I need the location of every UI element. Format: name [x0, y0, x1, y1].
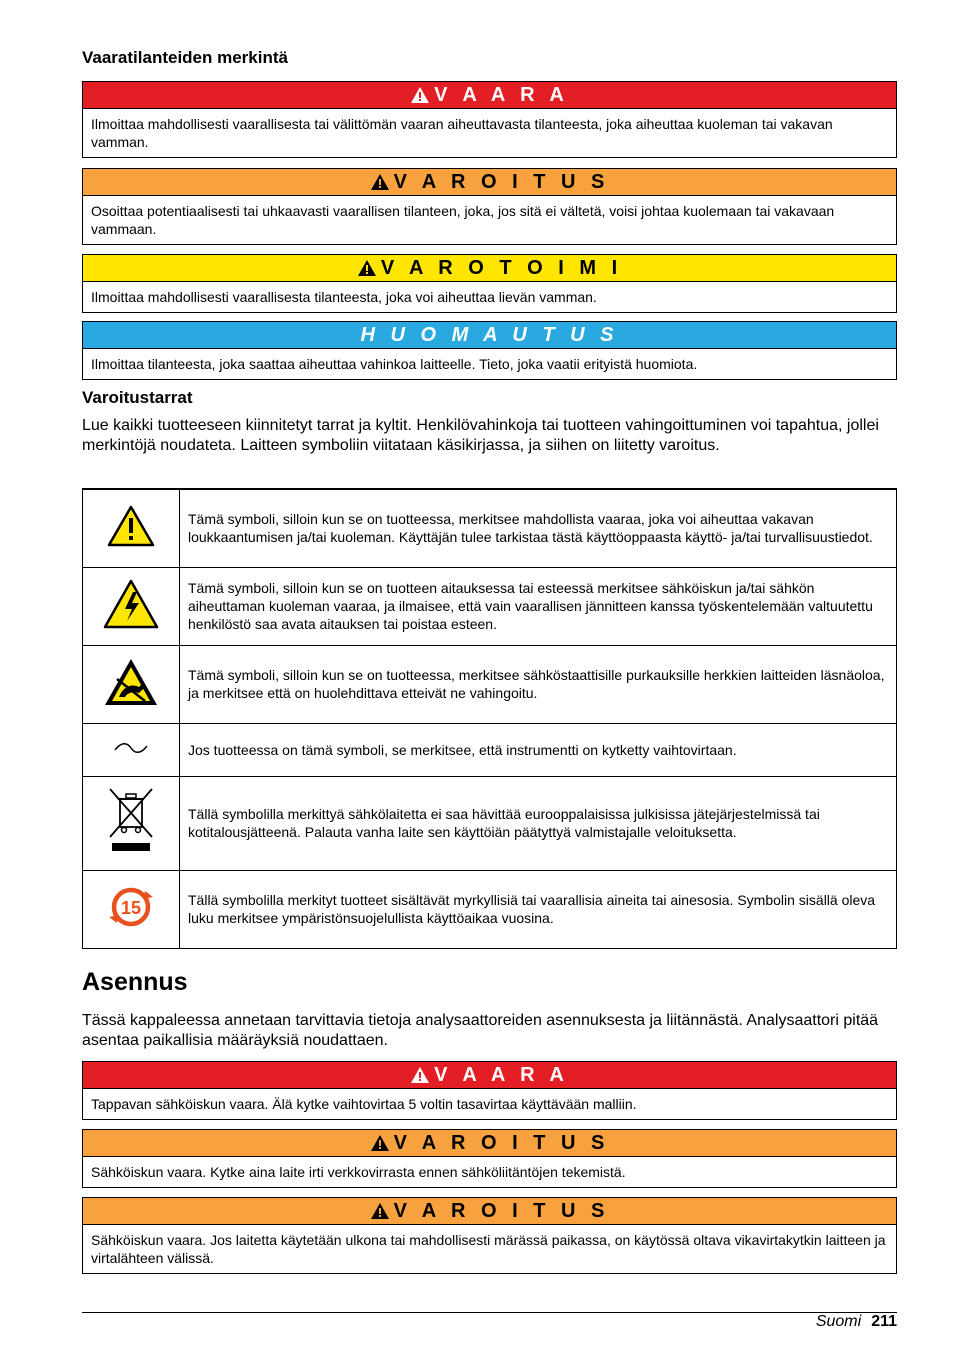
efup-15-icon: [107, 883, 155, 931]
warning-label: V A R O I T U S: [393, 1131, 610, 1154]
warning-triangle-icon: [410, 1066, 430, 1084]
warning-triangle-icon: [370, 1134, 390, 1152]
warning-labels-intro: Lue kaikki tuotteeseen kiinnitetyt tarrat ja kyltit. Henkilövahinkoja tai tuotteen vahingoittuminen voi tapahtua, jollei merkintöjä noudateta. Laitteen symboliin viitataan käsikirjassa, ja siihen on liitetty varoitus.: [82, 417, 879, 454]
symbol-text: Tämä symboli, silloin kun se on tuotteen aitauksessa tai esteessä merkitsee sähköiskun ja/tai sähkön aiheuttaman kuoleman vaaraa, ja ilmaisee, että vain vaarallisen jännitteen kanssa työskentelemään valtuutettu henkilöstö saa avata aitauksen tai poistaa esteen.: [180, 567, 897, 645]
danger-header: [83, 82, 896, 109]
danger-header: [83, 1062, 896, 1089]
warning-text: Osoittaa potentiaalisesti tai uhkaavasti vaarallisen tilanteen, joka, jos sitä ei vältetä, voisi johtaa kuolemaan tai vakavaan vammaan.: [91, 203, 835, 237]
efup-number: 15: [120, 898, 142, 918]
page-number: 211: [871, 1313, 897, 1330]
danger-label: V A A R A: [434, 83, 569, 106]
caution-header: [83, 255, 896, 282]
symbol-row: [83, 776, 897, 870]
notice-text: Ilmoittaa tilanteesta, joka saattaa aiheuttaa vahinkoa laitteelle. Tieto, joka vaatii erityistä huomiota.: [91, 356, 698, 372]
danger-text: Ilmoittaa mahdollisesti vaarallisesta tai välittömän vaaran aiheuttavasta tilanteesta, joka aiheuttaa kuoleman tai vakavan vamman.: [91, 116, 833, 150]
notice-header: [83, 322, 896, 349]
warning-text: Sähköiskun vaara. Kytke aina laite irti verkkovirrasta ennen sähköliitäntöjen tekemistä.: [91, 1164, 626, 1180]
section-title-warning-labels: Varoitustarrat: [82, 388, 193, 407]
footer-divider: [82, 1312, 897, 1313]
caution-label: V A R O T O I M I: [380, 256, 623, 279]
caution-text: Ilmoittaa mahdollisesti vaarallisesta tilanteesta, joka voi aiheuttaa lievän vamman.: [91, 289, 597, 305]
symbol-table: [82, 488, 897, 949]
symbol-row: [83, 645, 897, 723]
electrical-hazard-icon: [103, 579, 159, 629]
section-title-installation: Asennus: [82, 968, 188, 996]
danger-box: [82, 1061, 897, 1120]
symbol-row: [83, 489, 897, 567]
symbol-text: Tämä symboli, silloin kun se on tuotteessa, merkitsee sähköstaattisille purkauksille herkkien laitteiden läsnäoloa, ja merkitsee että on huolehdittava etteivät ne vahingoitu.: [180, 645, 897, 723]
footer-language: Suomi: [815, 1313, 862, 1330]
symbol-row: [83, 567, 897, 645]
warning-triangle-icon: [410, 86, 430, 104]
symbol-text: Jos tuotteessa on tämä symboli, se merkitsee, että instrumentti on kytketty vaihtovirtaan.: [180, 723, 897, 776]
symbol-row: [83, 870, 897, 948]
notice-box: [82, 321, 897, 380]
danger-text: Tappavan sähköiskun vaara. Älä kytke vaihtovirtaa 5 voltin tasavirtaa käyttävään malliin.: [91, 1096, 637, 1112]
warning-header: [83, 1130, 896, 1157]
page-footer: [816, 1313, 897, 1331]
warning-label: V A R O I T U S: [393, 170, 610, 193]
esd-icon: [103, 657, 159, 707]
warning-box: [82, 1197, 897, 1274]
symbol-text: Tällä symbolilla merkittyä sähkölaitetta ei saa hävittää eurooppalaisissa julkisissa jätejärjestelmissä tai kotitalousjätteenä. Palauta vanha laite sen käyttöiän päätyttyä valmistajalle veloituksetta.: [180, 776, 897, 870]
weee-bin-icon: [106, 787, 156, 855]
warning-triangle-icon: [370, 1202, 390, 1220]
warning-box: [82, 1129, 897, 1188]
warning-triangle-icon: [370, 173, 390, 191]
symbol-text: Tällä symbolilla merkityt tuotteet sisältävät myrkyllisiä tai vaarallisia aineita tai ainesosia. Symbolin sisällä oleva luku merkitsee ympäristönsuojelullista käyttöaikaa vuosina.: [180, 870, 897, 948]
warning-box: [82, 168, 897, 245]
warning-text: Sähköiskun vaara. Jos laitetta käytetään ulkona tai mahdollisesti märässä paikassa, on käytössä oltava vikavirtakytkin laitteen ja virtalähteen välissä.: [91, 1232, 886, 1266]
warning-triangle-icon: [107, 505, 155, 547]
warning-label: V A R O I T U S: [393, 1199, 610, 1222]
warning-header: [83, 169, 896, 196]
warning-header: [83, 1198, 896, 1225]
section-title-hazard-info: Vaaratilanteiden merkintä: [82, 48, 288, 67]
alternating-current-icon: [111, 740, 151, 756]
caution-box: [82, 254, 897, 313]
danger-box: [82, 81, 897, 158]
installation-intro: Tässä kappaleessa annetaan tarvittavia tietoja analysaattoreiden asennuksesta ja liitännästä. Analysaattori pitää asentaa paikallisia määräyksiä noudattaen.: [82, 1012, 879, 1049]
notice-label: H U O M A U T U S: [360, 323, 619, 346]
symbol-row: [83, 723, 897, 776]
danger-label: V A A R A: [434, 1063, 569, 1086]
warning-triangle-icon: [357, 259, 377, 277]
symbol-text: Tämä symboli, silloin kun se on tuotteessa, merkitsee mahdollista vaaraa, joka voi aiheuttaa vakavan loukkaantumisen ja/tai kuoleman. Käyttäjän tulee tarkistaa tästä käyttöoppaasta käyttö- ja/tai turvallisuustiedot.: [180, 489, 897, 567]
